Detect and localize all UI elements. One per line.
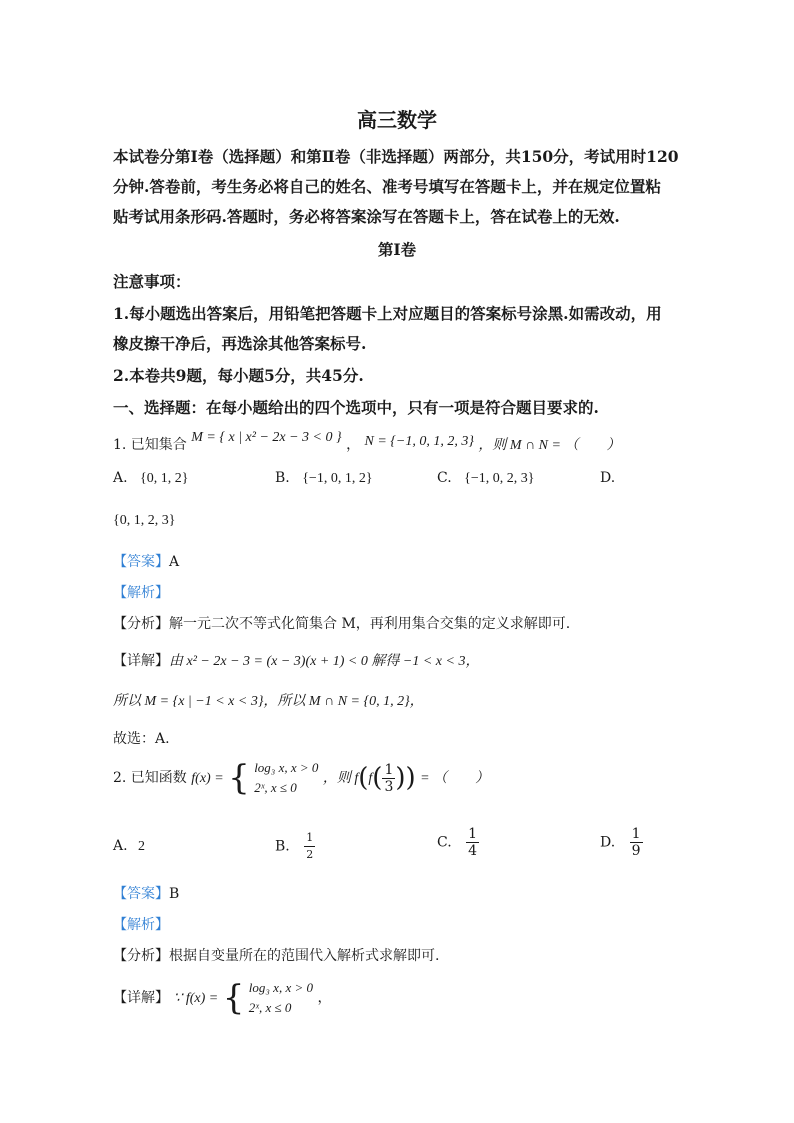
intro-line-1: 本试卷分第Ⅰ卷（选择题）和第Ⅱ卷（非选择题）两部分，共150分，考试用时120	[113, 147, 679, 166]
q2-detail-case-1: log₃ x, x > 0	[248, 980, 313, 995]
q1-fenxi-text: 解一元二次不等式化简集合 M，再利用集合交集的定义求解即可.	[169, 616, 571, 632]
q2-detail-label: 【详解】	[113, 990, 169, 1006]
notes-title: 注意事项：	[113, 272, 191, 291]
note-line-3: 2.本卷共9题，每小题5分，共45分.	[113, 366, 364, 385]
q2-fenxi	[113, 945, 439, 965]
q2-frac-num: 1	[384, 761, 394, 778]
q2-ask-post: = （ ）	[420, 771, 490, 786]
q1-answer-label: 【答案】	[113, 554, 169, 570]
q2-inner-f: f	[368, 771, 373, 786]
q2-fx: f(x) =	[191, 771, 224, 786]
q1-answer	[113, 551, 179, 571]
section-title: 第Ⅰ卷	[377, 240, 417, 259]
question-2-stem: 2. 已知函数 f(x) = { log₃ x, x > 0 2ˣ, x ≤ 0 ，则 f(f( $\frac{1}{3}$ )) = （ ）	[113, 758, 490, 798]
q2-case-1: log₃ x, x > 0	[254, 760, 319, 775]
q2-fraction	[382, 762, 395, 795]
q2-option-a	[113, 838, 145, 855]
q2-option-d-den: 9	[631, 843, 641, 859]
q2-option-c-letter: C.	[437, 834, 452, 851]
q1-option-b	[275, 470, 373, 487]
q2-detail-post: ，	[317, 990, 332, 1006]
q2-option-b-den: 2	[306, 848, 314, 861]
q1-answer-value: A	[169, 554, 180, 570]
note-line-2: 橡皮擦干净后，再选涂其他答案标号.	[113, 334, 367, 353]
q2-option-d-frac	[630, 826, 643, 859]
q1-analysis-label: 【解析】	[113, 585, 169, 601]
intro-line-2: 分钟.答卷前，考生务必将自己的姓名、准考号填写在答题卡上，并在规定位置粘	[113, 177, 661, 196]
q1-set-m: M = { x | x² − 2x − 3 < 0 }	[191, 430, 342, 445]
q2-option-c	[437, 826, 479, 859]
q1-option-c-letter: C.	[437, 470, 452, 486]
q1-fenxi	[113, 613, 570, 633]
q1-option-d-value: {0, 1, 2, 3}	[113, 513, 176, 528]
q1-option-a-value: {0, 1, 2}	[140, 471, 189, 486]
q1-prefix: 1. 已知集合	[113, 437, 187, 453]
q2-option-c-den: 4	[468, 843, 478, 859]
q1-ask: ，则 M ∩ N = （ ）	[478, 438, 621, 453]
q2-option-b	[275, 830, 315, 863]
q2-piecewise	[228, 758, 318, 798]
q2-answer-value: B	[169, 886, 180, 902]
q1-option-d	[600, 470, 615, 486]
page-title: 高三数学	[357, 108, 437, 132]
q1-fenxi-label: 【分析】	[113, 616, 169, 632]
q2-brace-icon: {	[228, 758, 250, 798]
q2-frac-den: 3	[384, 778, 394, 795]
q2-option-d	[600, 826, 643, 859]
q2-fenxi-text: 根据自变量所在的范围代入解析式求解即可.	[169, 948, 440, 964]
intro-line-3: 贴考试用条形码.答题时，务必将答案涂写在答题卡上，答在试卷上的无效.	[113, 207, 620, 226]
part-heading: 一、选择题：在每小题给出的四个选项中，只有一项是符合题目要求的.	[113, 398, 599, 417]
q2-answer-label: 【答案】	[113, 886, 169, 902]
q2-option-d-letter: D.	[600, 834, 616, 851]
q2-detail	[113, 978, 331, 1018]
q1-option-c	[437, 470, 534, 487]
q2-prefix: 2. 已知函数	[113, 770, 187, 786]
question-1-stem	[113, 430, 621, 454]
q1-option-c-value: {−1, 0, 2, 3}	[464, 471, 535, 486]
q2-option-b-num: 1	[304, 830, 315, 847]
q2-option-b-frac	[304, 830, 315, 863]
q2-option-c-frac	[466, 826, 479, 859]
q1-option-b-value: {−1, 0, 1, 2}	[302, 471, 373, 486]
q2-case-2: 2ˣ, x ≤ 0	[254, 780, 297, 795]
q2-fenxi-label: 【分析】	[113, 948, 169, 964]
q2-option-b-letter: B.	[275, 838, 290, 855]
q2-detail-pre: ∵ f(x) =	[173, 991, 219, 1006]
q2-option-c-num: 1	[468, 826, 478, 842]
q1-option-a-letter: A.	[113, 470, 128, 486]
q2-detail-piecewise	[223, 978, 313, 1018]
q1-detail-2: 所以 M = {x | −1 < x < 3}，所以 M ∩ N = {0, 1, 2}，	[113, 694, 424, 709]
q2-analysis-label: 【解析】	[113, 917, 169, 933]
q2-detail-brace-icon: {	[222, 978, 245, 1018]
q2-answer	[113, 883, 179, 903]
q1-set-n: N = {−1, 0, 1, 2, 3}	[364, 434, 474, 449]
note-line-1: 1.每小题选出答案后，用铅笔把答题卡上对应题目的答案标号涂黑.如需改动，用	[113, 304, 662, 323]
q1-detail-1: 由 x² − 2x − 3 = (x − 3)(x + 1) < 0 解得 −1 < x < 3，	[169, 654, 480, 669]
q2-detail-case-2: 2ˣ, x ≤ 0	[248, 1000, 292, 1015]
q2-option-d-num: 1	[631, 826, 641, 842]
q1-conclusion: 故选：A.	[113, 731, 170, 747]
q1-detail-label: 【详解】	[113, 653, 169, 669]
q1-option-d-letter: D.	[600, 470, 616, 486]
q2-ask-pre: ，则 f	[322, 771, 359, 786]
q2-option-a-letter: A.	[113, 838, 128, 854]
q1-option-a	[113, 470, 188, 487]
q1-sep: ，	[346, 437, 361, 453]
q2-option-a-value: 2	[138, 839, 146, 854]
q1-detail	[113, 650, 479, 670]
q1-option-b-letter: B.	[275, 470, 290, 486]
